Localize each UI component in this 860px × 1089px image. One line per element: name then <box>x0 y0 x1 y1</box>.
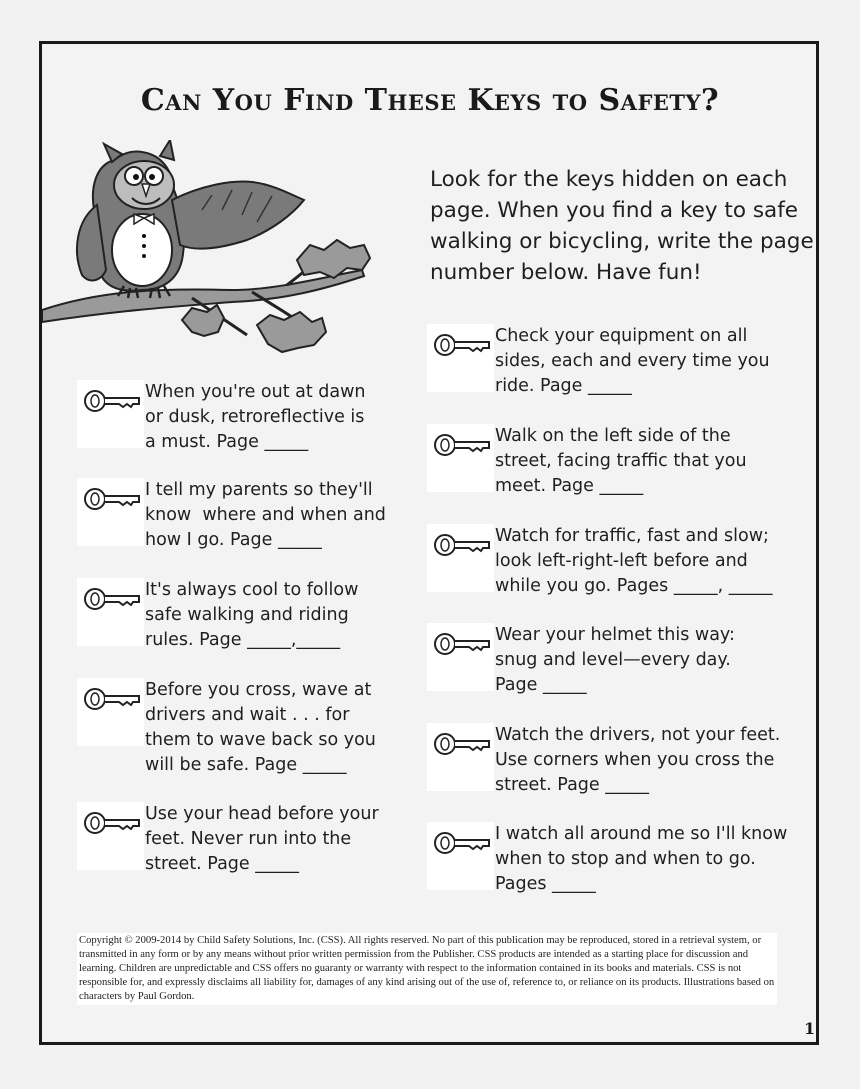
key-icon <box>77 802 144 870</box>
copyright-notice: Copyright © 2009-2014 by Child Safety Solutions, Inc. (CSS). All rights reserved. No part of this publication may be reproduced, stored in a retrieval system, or transmitted in any form or by any means without prior written permission from the Publisher. CSS products are intended as a starting place for discussion and learning. Children are unpredictable and CSS offers no guaranty or warranty with respect to the information contained in its books and materials. CSS is not responsible for, and expressly disclaims all liability for, damages of any kind arising out of the use of, reference to, or reliance on its products. Illustrations based on characters by Paul Gordon. <box>77 933 777 1005</box>
key-item-text: I tell my parents so they'll know where and when and how I go. Page _____ <box>145 480 386 550</box>
key-icon <box>427 822 494 890</box>
key-item-text: Before you cross, wave at drivers and wait . . . for them to wave back so you will be safe. Page _____ <box>145 680 376 775</box>
key-item-text: Use your head before your feet. Never run into the street. Page _____ <box>145 804 379 874</box>
key-item <box>427 723 797 803</box>
key-item <box>427 424 797 504</box>
key-item-text: Watch for traffic, fast and slow; look left-right-left before and while you go. Pages _____, _____ <box>495 526 773 596</box>
instructions-text: Look for the keys hidden on each page. When you find a key to safe walking or bicycling, write the page number below. Have fun! <box>430 167 814 285</box>
key-item <box>427 324 797 404</box>
key-item-text: When you're out at dawn or dusk, retroreflective is a must. Page _____ <box>145 382 366 452</box>
key-icon <box>77 578 144 646</box>
key-icon <box>427 623 494 691</box>
key-icon <box>427 524 494 592</box>
key-icon <box>427 424 494 492</box>
owl-on-branch-illustration <box>42 140 382 364</box>
page-title: Can You Find These Keys to Safety? <box>140 83 720 118</box>
key-icon <box>427 723 494 791</box>
key-item <box>77 478 397 558</box>
key-icon <box>77 478 144 546</box>
key-icon <box>77 380 144 448</box>
key-item <box>427 822 797 902</box>
key-icon <box>77 678 144 746</box>
key-item <box>77 578 397 658</box>
key-item-text: Check your equipment on all sides, each and every time you ride. Page _____ <box>495 326 770 396</box>
key-item <box>77 802 397 882</box>
key-item-text: Watch the drivers, not your feet. Use corners when you cross the street. Page _____ <box>495 725 781 795</box>
key-item-text: Wear your helmet this way: snug and level—every day. Page _____ <box>495 625 735 695</box>
key-item-text: It's always cool to follow safe walking and riding rules. Page _____,_____ <box>145 580 359 650</box>
key-icon <box>427 324 494 392</box>
key-item-text: I watch all around me so I'll know when to stop and when to go. Pages _____ <box>495 824 788 894</box>
key-item <box>427 524 797 604</box>
key-item <box>77 380 397 460</box>
page-number: 1 <box>804 1019 816 1038</box>
key-item <box>427 623 797 703</box>
key-item <box>77 678 397 783</box>
key-item-text: Walk on the left side of the street, facing traffic that you meet. Page _____ <box>495 426 747 496</box>
